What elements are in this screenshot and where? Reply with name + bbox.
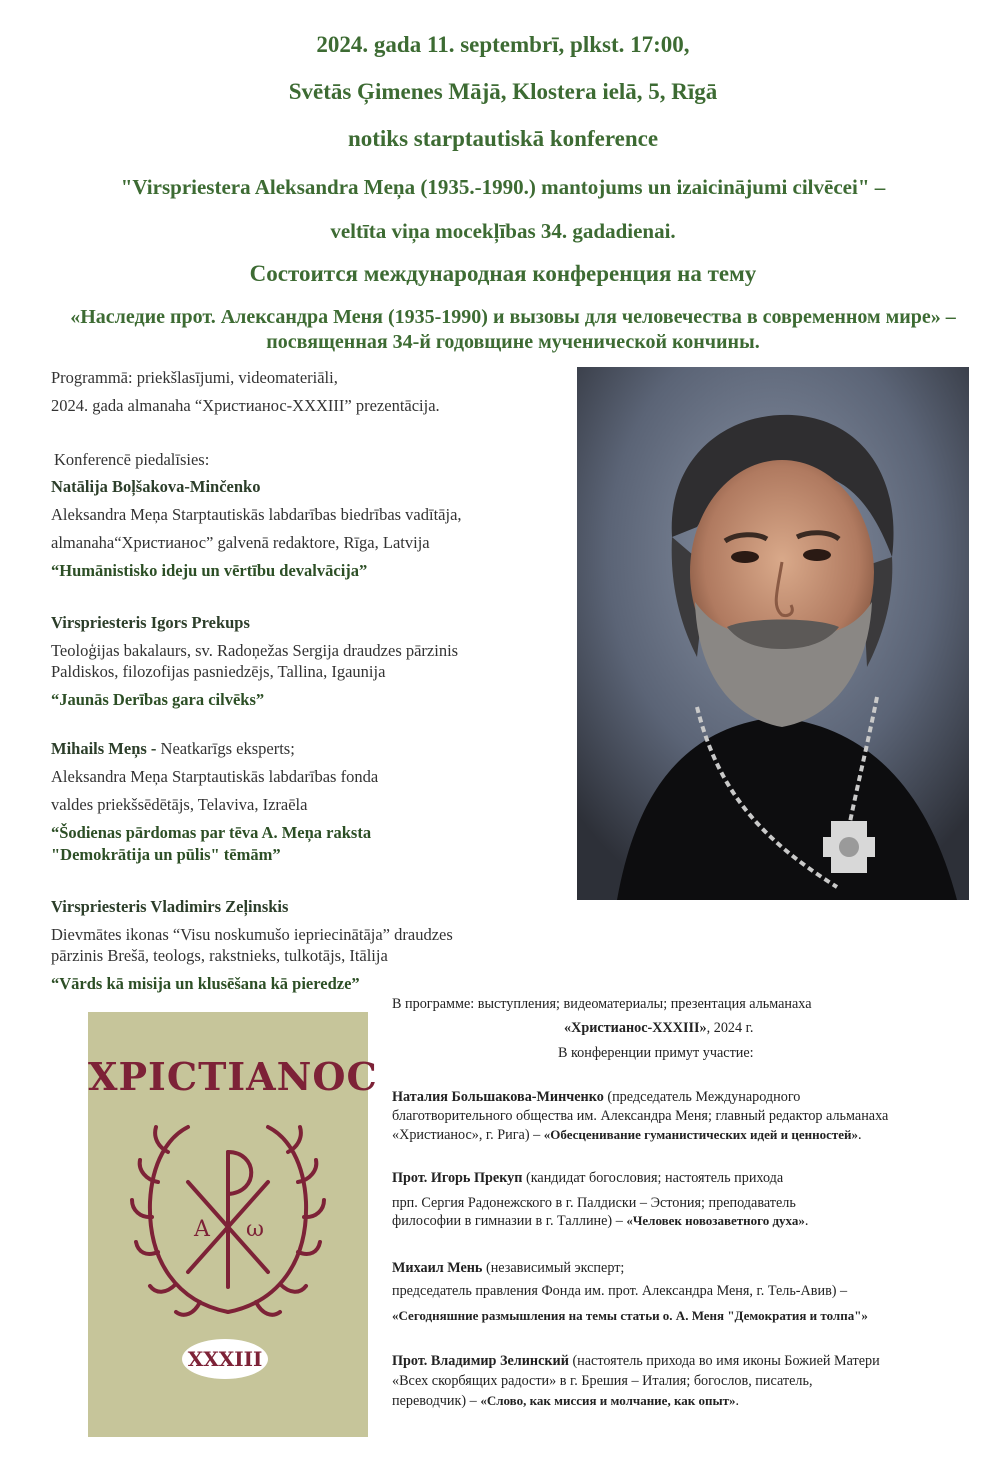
ru-participants-label: В конференции примут участие:	[558, 1045, 754, 1061]
ru-almanac-year: , 2024 г.	[706, 1020, 754, 1036]
ru-speaker-3-line-2: председатель правления Фонда им. прот. Александра Меня, г. Тель-Авив) –	[392, 1283, 848, 1299]
ru-speaker-1-role: (председатель Международного	[603, 1089, 801, 1105]
lv-speaker-1-desc-2: almanaha“Христианос” galvenā redaktore, Rīga, Latvija	[51, 533, 430, 552]
alpha-letter: A	[194, 1217, 210, 1242]
lv-speaker-3-topic-2: "Demokrātija un pūlis" tēmām”	[51, 845, 281, 864]
lv-speaker-4-desc-2: pārzinis Brešā, teologs, rakstnieks, tulkotājs, Itālija	[51, 946, 388, 965]
header-date-line: 2024. gada 11. septembrī, plkst. 17:00,	[316, 32, 690, 57]
ru-speaker-2-role: (кандидат богословия; настоятель прихода	[522, 1170, 784, 1186]
ru-speaker-4-line-3	[392, 1393, 739, 1410]
ru-speaker-3-topic: «Сегодняшние размышления на темы статьи о. А. Меня "Демократия и толпа"»	[392, 1308, 868, 1323]
header-conference-title: "Virspriestera Aleksandra Meņa (1935.-1990.) mantojums un izaicinājumi cilvēcei" –	[120, 175, 886, 199]
lv-speaker-2-name: Virspriesteris Igors Prekups	[51, 613, 250, 632]
lv-speaker-2-topic: “Jaunās Derības gara cilvēks”	[51, 690, 265, 709]
ru-speaker-4-role: (настоятель прихода во имя иконы Божией Матери	[568, 1353, 880, 1369]
header-announce-line: notiks starptautiskā konference	[347, 126, 659, 151]
almanac-cover	[88, 1012, 378, 1437]
lv-speaker-2-desc-2: Paldiskos, filozofijas pasniedzējs, Tallina, Igaunija	[51, 662, 386, 681]
ru-program-line-1: В программе: выступления; видеоматериалы; презентация альманаха	[392, 996, 812, 1012]
lv-program-line-2: 2024. gada almanaha “Христианос-XXXIII” prezentācija.	[51, 396, 440, 415]
ru-speaker-2-line-2: прп. Сергия Радонежского в г. Палдиски – Эстония; преподаватель	[392, 1195, 796, 1211]
ru-program-line-2	[564, 1020, 753, 1037]
chi-rho-wreath-icon	[128, 1112, 328, 1332]
header-dedication-line: veltīta viņa mocekļības 34. gadadienai.	[330, 219, 676, 243]
almanac-volume-badge: XXXIII	[182, 1339, 268, 1379]
lv-speaker-3-name: Mihails Meņs -	[51, 739, 157, 758]
lv-speaker-3-topic-1: “Šodienas pārdomas par tēva A. Meņa raksta	[51, 823, 372, 842]
lv-speaker-4-topic: “Vārds kā misija un klusēšana kā pieredze”	[51, 974, 360, 993]
ru-speaker-2-end: .	[804, 1213, 809, 1229]
omega-letter: ω	[246, 1217, 264, 1242]
lv-speaker-3-desc-2: valdes priekšsēdētājs, Telaviva, Izraēla	[51, 795, 308, 814]
ru-speaker-2-topic: «Человек новозаветного духа»	[626, 1213, 805, 1228]
ru-speaker-1-line-1	[392, 1089, 800, 1106]
lv-speaker-2-desc-1: Teoloģijas bakalaurs, sv. Radoņežas Sergija draudzes pārzinis	[51, 641, 459, 660]
ru-speaker-1-name: Наталия Большакова-Минченко	[392, 1089, 604, 1105]
ru-speaker-2-line-1	[392, 1170, 783, 1187]
ru-speaker-1-topic: «Обесценивание гуманистических идей и ценностей»	[543, 1127, 859, 1142]
ru-speaker-4-name: Прот. Владимир Зелинский	[392, 1353, 569, 1369]
ru-speaker-3-line-1	[392, 1260, 624, 1277]
lv-speaker-4-desc-1: Dievmātes ikonas “Visu noskumušo iepriecinātāja” draudzes	[51, 925, 453, 944]
ru-speaker-4-end: .	[735, 1393, 740, 1409]
ru-almanac-title: «Христианос-XXXIII»	[564, 1020, 707, 1036]
lv-speaker-1-desc-1: Aleksandra Meņa Starptautiskās labdarības biedrības vadītāja,	[51, 505, 462, 524]
ru-speaker-4-topic: «Слово, как миссия и молчание, как опыт»	[480, 1393, 736, 1408]
header-ru-subtitle: «Наследие прот. Александра Меня (1935-1990) и вызовы для человечества в современном мире» – посвященная 34-й годовщине мученической кончины.	[70, 306, 956, 353]
lv-speaker-3-desc-1: Aleksandra Meņa Starptautiskās labdarības fonda	[51, 767, 379, 786]
portrait-photo	[577, 367, 969, 900]
ru-speaker-2-line-3	[392, 1213, 808, 1230]
lv-speaker-1-topic: “Humānistisko ideju un vērtību devalvācija”	[51, 561, 368, 580]
lv-speaker-3-role: Neatkarīgs eksperts;	[156, 739, 295, 758]
almanac-cover-title: ΧΡΙСΤΙΑΝΟС	[88, 1054, 378, 1099]
ru-speaker-2-org: философии в гимназии в г. Таллине) –	[392, 1213, 627, 1229]
lv-program-line-1: Programmā: priekšlasījumi, videomateriāli,	[51, 368, 338, 387]
ru-speaker-4-org: переводчик) –	[392, 1393, 481, 1409]
ru-speaker-4-line-2: «Всех скорбящих радости» в г. Брешия – Италия; богослов, писатель,	[392, 1373, 813, 1389]
ru-speaker-3-name: Михаил Мень	[392, 1260, 483, 1276]
lv-speaker-3-heading	[51, 739, 295, 759]
ru-speaker-3-role: (независимый эксперт;	[482, 1260, 625, 1276]
ru-speaker-4-line-1	[392, 1353, 880, 1370]
ru-speaker-2-name: Прот. Игорь Прекуп	[392, 1170, 523, 1186]
ru-speaker-1-line-2: благотворительного общества им. Александра Меня; главный редактор альманаха	[392, 1108, 889, 1124]
lv-speaker-1-name: Natālija Boļšakova-Minčenko	[51, 477, 261, 496]
portrait-illustration	[577, 367, 969, 900]
ru-speaker-1-end: .	[858, 1127, 862, 1143]
ru-speaker-3-line-3	[392, 1308, 868, 1325]
lv-participants-label: Konferencē piedalīsies:	[54, 450, 210, 469]
header-venue-line: Svētās Ģimenes Mājā, Klostera ielā, 5, Rīgā	[288, 79, 718, 104]
ru-speaker-1-line-3	[392, 1127, 862, 1144]
ru-speaker-1-org: «Христианос», г. Рига) –	[392, 1127, 544, 1143]
lv-speaker-4-name: Virspriesteris Vladimirs Zeļinskis	[51, 897, 289, 916]
header-ru-title: Состоится международная конференция на тему	[249, 261, 757, 286]
